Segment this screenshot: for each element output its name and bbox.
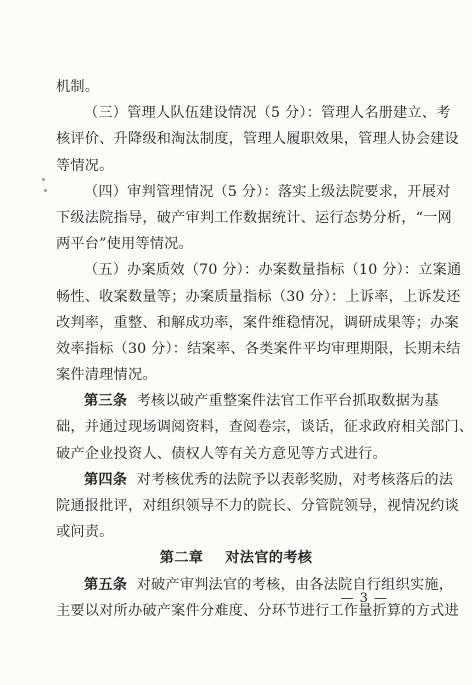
scan-speck xyxy=(44,189,47,192)
article-4-label: 第四条 xyxy=(84,471,128,488)
article-4-line xyxy=(56,467,454,493)
text-line: 机制。 xyxy=(56,79,100,95)
text-line: 破产企业投资人、债权人等有关方意见等方式进行。 xyxy=(56,445,387,462)
chapter-heading xyxy=(56,545,416,571)
scan-speck xyxy=(42,178,45,181)
page-number: — 3 — xyxy=(340,591,388,606)
text-line: 两平台”使用等情况。 xyxy=(56,236,193,253)
text-line: 改判率，重整、和解成功率，案件维稳情况，调研成果等；办案 xyxy=(56,314,459,331)
article-3-text: 考核以破产重整案件法官工作平台抓取数据为基 xyxy=(136,393,439,410)
body-text xyxy=(56,74,473,624)
article-3-label: 第三条 xyxy=(84,393,128,410)
article-5-label: 第五条 xyxy=(84,576,128,593)
text-line: 主要以对所办破产案件分难度、分环节进行工作量折算的方式进 xyxy=(56,602,459,619)
text-line: 案件清理情况。 xyxy=(56,367,157,384)
text-line: （五）办案质效（70 分）：办案数量指标（10 分）：立案通 xyxy=(84,262,462,279)
text-line: 核评价、升降级和淘汰制度，管理人履职效果，管理人协会建设 xyxy=(56,131,459,148)
text-line: 下级法院指导，破产审判工作数据统计、运行态势分析，“一网 xyxy=(56,209,452,226)
text-line: 等情况。 xyxy=(56,157,114,174)
chapter-title: 对法官的考核 xyxy=(225,550,313,567)
text-line: 院通报批评，对组织领导不力的院长、分管院领导，视情况约谈 xyxy=(56,498,459,514)
article-3-line xyxy=(56,388,439,414)
text-line: 础，并通过现场调阅资料，查阅卷宗，谈话，征求政府相关部门、 xyxy=(56,419,473,436)
text-line: 或问责。 xyxy=(56,524,114,541)
article-4-text: 对考核优秀的法院予以表彰奖励，对考核落后的法 xyxy=(136,471,454,488)
article-5-text: 对破产审判法官的考核，由各法院自行组织实施， xyxy=(136,576,454,593)
text-line: （四）审判管理情况（5 分）：落实上级法院要求，开展对 xyxy=(84,183,451,200)
text-line: 效率指标（30 分）：结案率、各类案件平均审理期限，长期未结 xyxy=(56,340,461,357)
chapter-number: 第二章 xyxy=(159,550,204,567)
text-line: （三）管理人队伍建设情况（5 分）：管理人名册建立、考 xyxy=(84,105,451,122)
text-line: 畅性、收案数量等；办案质量指标（30 分）：上诉率，上诉发还 xyxy=(56,288,461,305)
